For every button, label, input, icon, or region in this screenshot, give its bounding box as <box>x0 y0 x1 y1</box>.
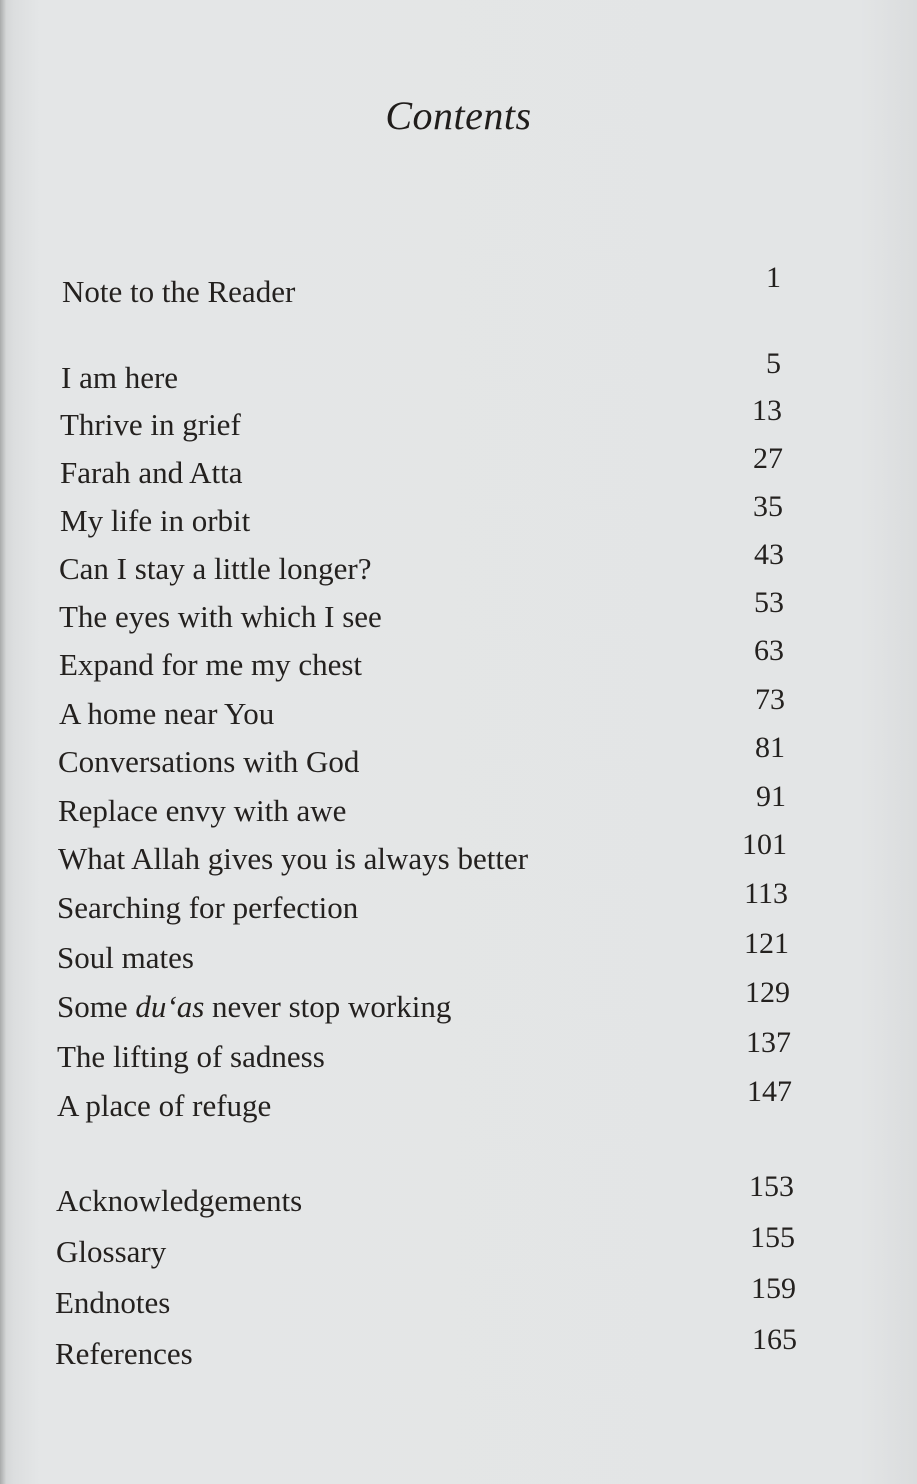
toc-entry-page: 63 <box>754 634 784 667</box>
toc-entry-title: Some du‘as never stop working <box>57 989 452 1024</box>
toc-entry-title: Glossary <box>56 1234 167 1269</box>
toc-entry-title: Soul mates <box>57 940 194 975</box>
italic-term: du‘as <box>135 989 205 1024</box>
toc-entry-page: 153 <box>749 1170 794 1203</box>
toc-entry <box>0 1075 917 1130</box>
toc-entry-page: 43 <box>754 538 784 571</box>
toc-entry-title: I am here <box>61 360 179 395</box>
toc-entry-title: Endnotes <box>55 1285 171 1320</box>
toc-entry-title: Thrive in grief <box>60 407 241 442</box>
toc-entry-title: Can I stay a little longer? <box>59 551 372 586</box>
toc-entry-page: 137 <box>746 1026 791 1059</box>
toc-entry-title: References <box>55 1336 193 1371</box>
toc-entry-page: 113 <box>744 877 788 910</box>
toc-entry-title: Expand for me my chest <box>59 647 363 682</box>
toc-entry-page: 5 <box>766 347 781 380</box>
toc-entry-page: 147 <box>747 1075 792 1108</box>
toc-entry-page: 101 <box>742 828 787 861</box>
toc-entry-page: 129 <box>745 976 790 1009</box>
toc-entry-page: 53 <box>754 586 784 619</box>
toc-entry-title: What Allah gives you is always better <box>58 841 529 876</box>
toc-entry-page: 73 <box>755 683 785 716</box>
toc-entry-title: A place of refuge <box>57 1088 272 1123</box>
toc-entry-title: A home near You <box>59 696 275 731</box>
toc-entry-title: Acknowledgements <box>56 1183 303 1218</box>
toc-entry-title: Farah and Atta <box>60 455 243 490</box>
toc-entry-page: 1 <box>766 261 781 294</box>
toc-entry-page: 81 <box>755 731 785 764</box>
toc-entry-title: Replace envy with awe <box>58 793 347 828</box>
toc-entry-title: My life in orbit <box>60 503 251 538</box>
toc-entry <box>0 261 917 316</box>
toc-entry-page: 91 <box>756 780 786 813</box>
toc-entry-title: The lifting of sadness <box>57 1039 325 1074</box>
contents-heading: Contents <box>385 93 532 138</box>
toc-entry-page: 155 <box>750 1221 795 1254</box>
toc-entry-page: 121 <box>744 927 789 960</box>
toc-entry-page: 159 <box>751 1272 796 1305</box>
toc-entry-title: Note to the Reader <box>62 274 296 309</box>
toc-entry-page: 27 <box>753 442 783 475</box>
toc-entry-page: 165 <box>752 1323 797 1356</box>
toc-entry <box>0 1323 917 1378</box>
toc-entry-title: Conversations with God <box>58 744 360 779</box>
toc-entry-title: The eyes with which I see <box>59 599 382 634</box>
toc-entry-page: 35 <box>753 490 783 523</box>
toc-entry-page: 13 <box>752 394 782 427</box>
toc-entry-title: Searching for perfection <box>57 890 359 925</box>
